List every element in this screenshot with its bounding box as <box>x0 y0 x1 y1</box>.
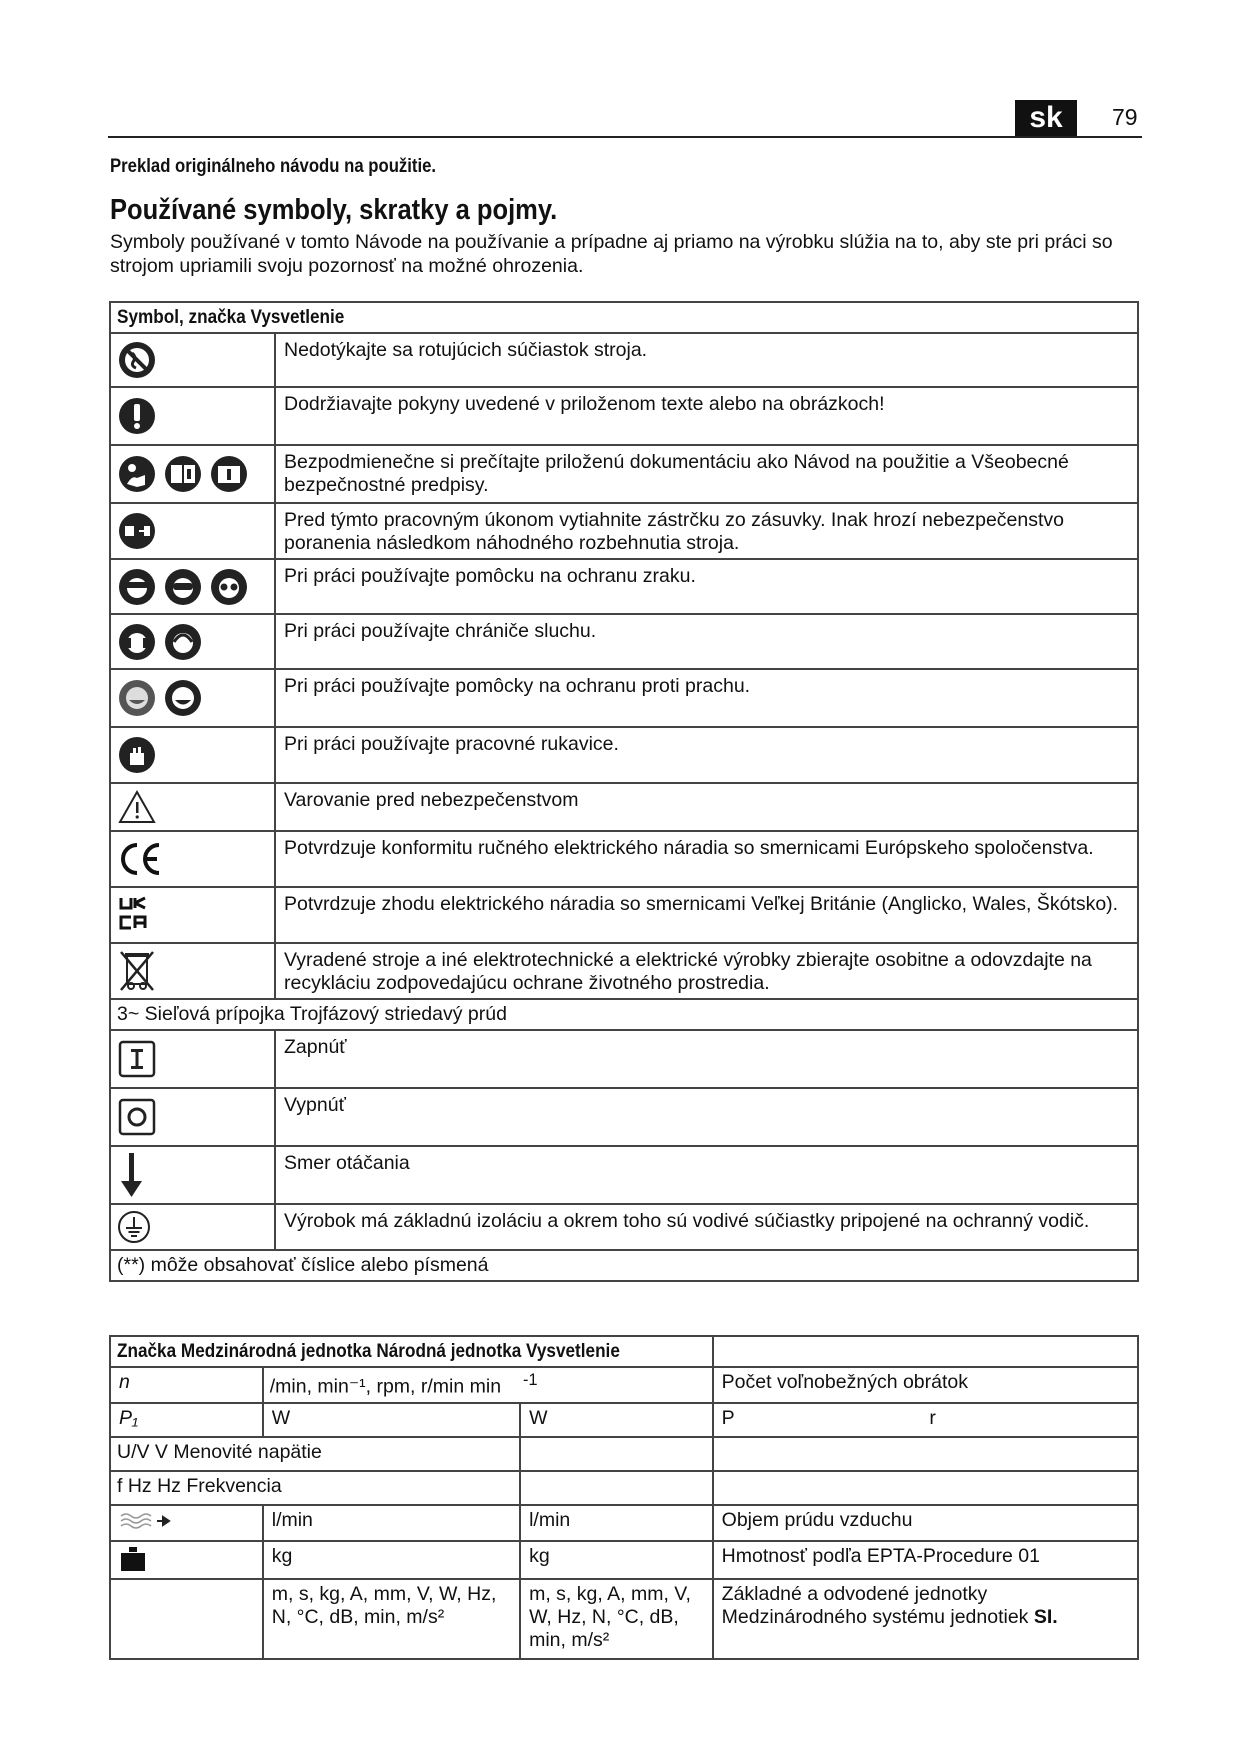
intro-paragraph: Symboly používané v tomto Návode na používanie a prípadne aj priamo na výrobku slúžia na to, aby ste pri práci so strojom upriamili svoju pozornosť na možné ohrozenia. <box>110 231 1113 277</box>
table-row <box>110 445 1138 503</box>
table-row <box>110 1505 1138 1541</box>
unit-symbol: P₁ <box>110 1403 263 1437</box>
face-shield-icon <box>117 567 157 607</box>
unit-symbol <box>110 1579 263 1659</box>
dust-mask-icon <box>117 678 157 718</box>
symbol-description: Pri práci používajte pracovné rukavice. <box>275 727 1138 783</box>
table-row <box>110 503 1138 559</box>
header-rule <box>108 136 1142 138</box>
symbol-description: Vyradené stroje a iné elektrotechnické a elektrické výrobky zbierajte osobitne a odovzdajte na recykláciu zodpovedajúcu ochrane životného prostredia. <box>275 943 1138 999</box>
gloves-icon <box>117 735 157 775</box>
table-row <box>110 943 1138 999</box>
ear-muffs-icon <box>163 622 203 662</box>
unit-explanation: Počet voľnobežných obrátok <box>713 1367 1138 1403</box>
merged-row-frequency: f Hz Hz Frekvencia <box>110 1471 520 1505</box>
symbol-description: Potvrdzuje zhodu elektrického náradia so smernicami Veľkej Británie (Anglicko, Wales, Škótsko). <box>275 887 1138 943</box>
language-badge: sk <box>1015 100 1077 136</box>
symbol-description: Pri práci používajte chrániče sluchu. <box>275 614 1138 669</box>
manual-info-icon <box>209 454 249 494</box>
table-row <box>110 1088 1138 1146</box>
warning-triangle-icon <box>117 789 157 825</box>
table-row <box>110 1403 1138 1437</box>
unit-national: W <box>520 1403 713 1437</box>
unit-national: l/min <box>520 1505 713 1541</box>
air-flow-icon <box>119 1509 173 1531</box>
warning-exclamation-icon <box>117 396 157 436</box>
unit-explanation-si: SI. <box>1033 1605 1058 1628</box>
safety-glasses-icon <box>209 567 249 607</box>
page-number: 79 <box>1112 104 1138 130</box>
table-row <box>110 1146 1138 1204</box>
weight-icon <box>119 1545 147 1573</box>
ce-mark-icon <box>117 841 165 877</box>
symbol-description: Dodržiavajte pokyny uvedené v priloženom texte alebo na obrázkoch! <box>275 387 1138 445</box>
unit-explanation: P r <box>713 1403 1138 1437</box>
symbol-description: Výrobok má základnú izoláciu a okrem toho sú vodivé súčiastky pripojené na ochranný vodič. <box>275 1204 1138 1250</box>
table-row <box>110 559 1138 614</box>
symbol-description: Pri práci používajte pomôcku na ochranu zraku. <box>275 559 1138 614</box>
page-title: Používané symboly, skratky a pojmy. <box>110 194 558 226</box>
merged-row-three-phase: 3~ Sieľová prípojka Trojfázový striedavý prúd <box>110 999 1138 1030</box>
unit-international: W <box>263 1403 520 1437</box>
table-row <box>110 1250 1138 1281</box>
unit-international: m, s, kg, A, mm, V, W, Hz, N, °C, dB, min, m/s² <box>263 1579 520 1659</box>
unit-explanation: Základné a odvodené jednotky Medzinárodného systému jednotiek <box>721 1582 1029 1628</box>
manual-book-icon <box>163 454 203 494</box>
unit-international: l/min <box>263 1505 520 1541</box>
table-row <box>110 999 1138 1030</box>
symbol-description: Smer otáčania <box>275 1146 1138 1204</box>
switch-off-icon <box>117 1097 157 1137</box>
table-row <box>110 669 1138 727</box>
table-row <box>110 387 1138 445</box>
table-row <box>110 887 1138 943</box>
table-row <box>110 614 1138 669</box>
unit-international: /min, min⁻¹, rpm, r/min min <box>269 1375 502 1398</box>
table-row <box>110 1030 1138 1088</box>
ukca-mark-icon <box>117 895 153 935</box>
symbol-description: Potvrdzuje konformitu ručného elektrického náradia so smernicami Európskeho spoločenstva. <box>275 831 1138 887</box>
table-row <box>110 1437 1138 1471</box>
units-table-header: Značka Medzinárodná jednotka Národná jednotka Vysvetlenie <box>117 1340 620 1362</box>
table-row <box>110 783 1138 831</box>
symbols-table <box>109 301 1139 1282</box>
switch-on-icon <box>117 1039 157 1079</box>
rotation-direction-arrow-icon <box>117 1151 147 1199</box>
ear-protection-icon <box>117 622 157 662</box>
weee-bin-icon <box>117 948 157 994</box>
footnote: (**) môže obsahovať číslice alebo písmená <box>110 1250 1138 1281</box>
protective-earth-icon <box>117 1210 151 1244</box>
units-table <box>109 1335 1139 1660</box>
unit-explanation: Objem prúdu vzduchu <box>713 1505 1138 1541</box>
no-touch-rotating-icon <box>117 340 157 380</box>
unit-national: kg <box>520 1541 713 1579</box>
table-header-row <box>110 302 1138 333</box>
unit-national: m, s, kg, A, mm, V, W, Hz, N, °C, dB, min, m/s² <box>520 1579 713 1659</box>
unit-symbol: n <box>110 1367 263 1403</box>
table-row <box>110 1541 1138 1579</box>
goggles-icon <box>163 567 203 607</box>
merged-row-voltage: U/V V Menovité napätie <box>110 1437 520 1471</box>
table-row <box>110 333 1138 387</box>
symbol-description: Vypnúť <box>275 1088 1138 1146</box>
symbol-description: Nedotýkajte sa rotujúcich súčiastok stroja. <box>275 333 1138 387</box>
table-row <box>110 1204 1138 1250</box>
unit-explanation: Hmotnosť podľa EPTA-Procedure 01 <box>713 1541 1138 1579</box>
table-row <box>110 831 1138 887</box>
symbol-description: Bezpodmienečne si prečítajte priloženú dokumentáciu ako Návod na použitie a Všeobecné bezpečnostné predpisy. <box>275 445 1138 503</box>
symbol-description: Pri práci používajte pomôcky na ochranu proti prachu. <box>275 669 1138 727</box>
translation-note: Preklad originálneho návodu na použitie. <box>110 156 437 177</box>
unplug-icon <box>117 511 157 551</box>
table-row <box>110 727 1138 783</box>
symbols-table-header: Symbol, značka Vysvetlenie <box>117 306 345 328</box>
table-row <box>110 1471 1138 1505</box>
symbol-description: Zapnúť <box>275 1030 1138 1088</box>
symbol-description: Varovanie pred nebezpečenstvom <box>275 783 1138 831</box>
symbol-description: Pred týmto pracovným úkonom vytiahnite zástrčku zo zásuvky. Inak hrozí nebezpečenstvo poranenia následkom náhodného rozbehnutia stroja. <box>275 503 1138 559</box>
unit-national-superscript: -1 <box>523 1371 538 1389</box>
table-header-row <box>110 1336 1138 1367</box>
read-manual-icon <box>117 454 157 494</box>
unit-international: kg <box>263 1541 520 1579</box>
respirator-icon <box>163 678 203 718</box>
table-row <box>110 1579 1138 1659</box>
table-row <box>110 1367 1138 1403</box>
